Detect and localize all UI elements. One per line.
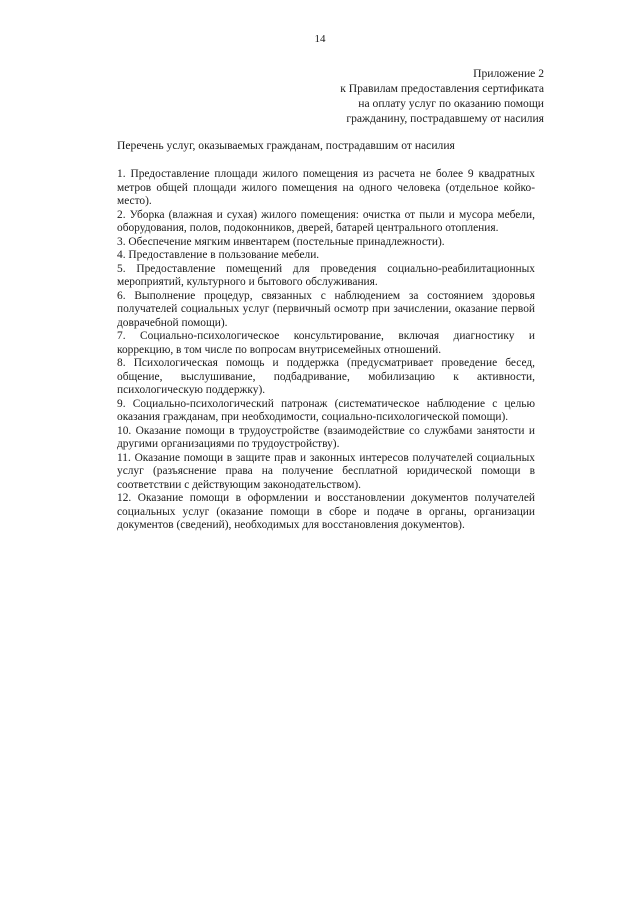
- item-text: Социально-психологический патронаж (систематическое наблюдение с целью оказания гражданам, при необходимости, социально-психологической помощи).: [117, 397, 535, 423]
- list-item: [117, 492, 535, 533]
- item-text: Предоставление площади жилого помещения из расчета не более 9 квадратных метров общей площади жилого помещения на одного человека (отдельное койко-место).: [117, 168, 535, 207]
- list-item: [117, 290, 535, 331]
- item-text: Предоставление помещений для проведения социально-реабилитационных мероприятий, культурного и бытового обслуживания.: [117, 262, 535, 288]
- item-number: 6.: [117, 289, 126, 302]
- appendix-line: Приложение 2: [473, 67, 544, 80]
- item-number: 11.: [117, 451, 131, 464]
- item-number: 10.: [117, 424, 132, 437]
- item-number: 5.: [117, 262, 126, 275]
- list-item: [117, 209, 535, 236]
- appendix-line: на оплату услуг по оказанию помощи: [358, 97, 544, 110]
- item-text: Оказание помощи в оформлении и восстановлении документов получателей социальных услуг (оказание помощи в сборе и подаче в органы, организации документов (сведений), необходимых для восстановления документов).: [117, 492, 535, 531]
- list-item: [117, 452, 535, 493]
- list-item: [117, 425, 535, 452]
- item-text: Предоставление в пользование мебели.: [128, 249, 320, 261]
- item-number: 3.: [117, 235, 126, 248]
- item-number: 12.: [117, 492, 132, 504]
- appendix-header: [244, 66, 544, 126]
- item-text: Обеспечение мягким инвентарем (постельные принадлежности).: [128, 235, 445, 248]
- item-number: 8.: [117, 357, 126, 369]
- services-list: [117, 168, 535, 533]
- item-number: 9.: [117, 397, 126, 410]
- list-item: [117, 398, 535, 425]
- item-text: Уборка (влажная и сухая) жилого помещения: очистка от пыли и мусора мебели, оборудования, полов, подоконников, дверей, батарей центрального отопления.: [117, 208, 535, 234]
- list-item: [117, 236, 535, 250]
- item-number: 1.: [117, 168, 126, 180]
- list-item: [117, 168, 535, 209]
- item-text: Оказание помощи в защите прав и законных интересов получателей социальных услуг (разъяснение права на получение бесплатной юридической помощи в соответствии с действующим законодательством).: [117, 451, 535, 491]
- list-item: [117, 330, 535, 357]
- item-number: 4.: [117, 249, 126, 261]
- item-text: Выполнение процедур, связанных с наблюдением за состоянием здоровья получателей социальных услуг (первичный осмотр при зачислении, оказание первой доврачебной помощи).: [117, 289, 535, 329]
- item-number: 7.: [117, 330, 126, 342]
- list-title: Перечень услуг, оказываемых гражданам, пострадавшим от насилия: [117, 139, 455, 152]
- appendix-line: гражданину, пострадавшему от насилия: [346, 112, 544, 125]
- item-text: Социально-психологическое консультирование, включая диагностику и коррекцию, в том числе по вопросам внутрисемейных отношений.: [117, 330, 535, 356]
- list-item: [117, 263, 535, 290]
- appendix-line: к Правилам предоставления сертификата: [340, 82, 544, 95]
- list-item: [117, 357, 535, 398]
- page-number: 14: [314, 33, 326, 45]
- item-text: Оказание помощи в трудоустройстве (взаимодействие со службами занятости и другими организациями по трудоустройству).: [117, 424, 535, 450]
- list-item: [117, 249, 535, 263]
- item-text: Психологическая помощь и поддержка (предусматривает проведение бесед, общение, выслушивание, подбадривание, мобилизацию к активности, психологическую поддержку).: [117, 357, 535, 396]
- item-number: 2.: [117, 208, 126, 221]
